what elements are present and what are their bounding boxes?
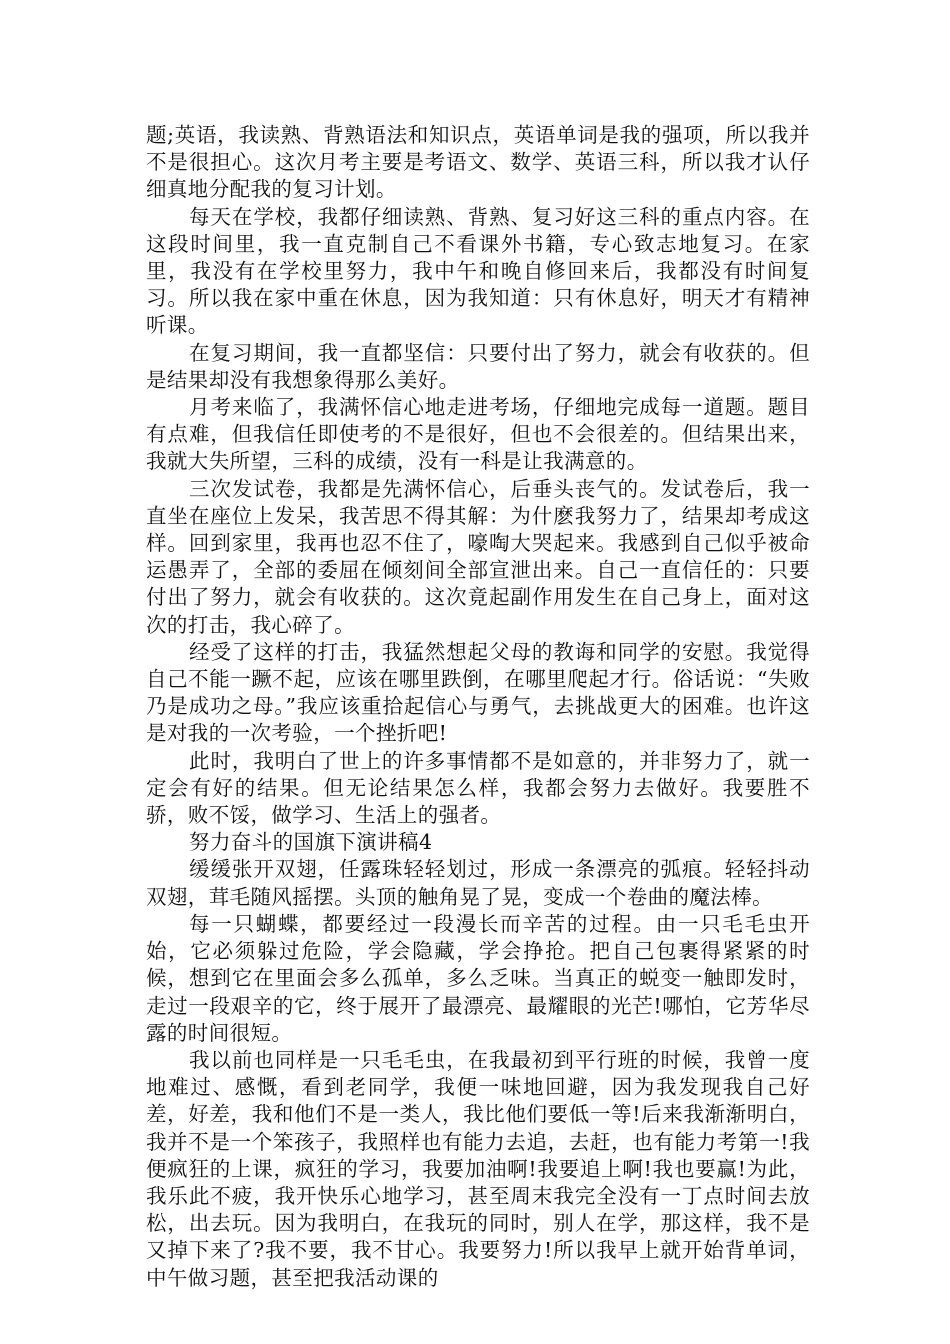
paragraph: 每一只蝴蝶，都要经过一段漫长而辛苦的过程。由一只毛毛虫开始，它必须躲过危险，学会隐藏，学会挣抢。把自己包裹得紧紧的时候，想到它在里面会多么孤单，多么乏味。当真正的蜕变一触即发时，走过一段艰辛的它，终于展开了最漂亮、最耀眼的光芒!哪怕，它芳华尽露的时间很短。 bbox=[146, 911, 810, 1045]
section-heading: 努力奋斗的国旗下演讲稿4 bbox=[189, 830, 433, 855]
paragraph: 三次发试卷，我都是先满怀信心，后垂头丧气的。发试卷后，我一直坐在座位上发呆，我苦思不得其解：为什麽我努力了，结果却考成这样。回到家里，我再也忍不住了，嚎啕大哭起来。我感到自己似乎被命运愚弄了，全部的委屈在倾刻间全部宣泄出来。自己一直信任的：只要付出了努力，就会有收获的。这次竟起副作用发生在自己身上，面对这次的打击，我心碎了。 bbox=[146, 476, 810, 637]
paragraph: 此时，我明白了世上的许多事情都不是如意的，并非努力了，就一定会有好的结果。但无论结果怎么样，我都会努力去做好。我要胜不骄，败不馁，做学习、生活上的强者。 bbox=[146, 748, 810, 828]
paragraph: 在复习期间，我一直都坚信：只要付出了努力，就会有收获的。但是结果却没有我想象得那么美好。 bbox=[146, 340, 810, 392]
document-page bbox=[146, 122, 810, 1292]
paragraph: 每天在学校，我都仔细读熟、背熟、复习好这三科的重点内容。在这段时间里，我一直克制自己不看课外书籍，专心致志地复习。在家里，我没有在学校里努力，我中午和晚自修回来后，我都没有时间复习。所以我在家中重在休息，因为我知道：只有休息好，明天才有精神听课。 bbox=[146, 204, 810, 338]
paragraph: 月考来临了，我满怀信心地走进考场，仔细地完成每一道题。题目有点难，但我信任即使考的不是很好，但也不会很差的。但结果出来，我就大失所望，三科的成绩，没有一科是让我满意的。 bbox=[146, 395, 810, 474]
paragraph: 我以前也同样是一只毛毛虫，在我最初到平行班的时候，我曾一度地难过、感慨，看到老同学，我便一味地回避，因为我发现我自己好差，好差，我和他们不是一类人，我比他们要低一等!后来我渐渐明白，我并不是一个笨孩子，我照样也有能力去追，去赶，也有能力考第一!我便疯狂的上课，疯狂的学习，我要加油啊!我要追上啊!我也要赢!为此，我乐此不疲，我开快乐心地学习，甚至周末我完全没有一丁点时间去放松，出去玩。因为我明白，在我玩的同时，别人在学，那这样，我不是又掉下来了?我不要，我不甘心。我要努力!所以我早上就开始背单词，中午做习题，甚至把我活动课的 bbox=[146, 1047, 810, 1290]
paragraph: 题;英语，我读熟、背熟语法和知识点，英语单词是我的强项，所以我并不是很担心。这次月考主要是考语文、数学、英语三科，所以我才认仔细真地分配我的复习计划。 bbox=[146, 123, 810, 202]
paragraph: 缓缓张开双翅，任露珠轻轻划过，形成一条漂亮的弧痕。轻轻抖动双翅，茸毛随风摇摆。头顶的触角晃了晃，变成一个卷曲的魔法棒。 bbox=[146, 857, 810, 909]
paragraph: 经受了这样的打击，我猛然想起父母的教诲和同学的安慰。我觉得自己不能一蹶不起，应该在哪里跌倒，在哪里爬起才行。俗话说：“失败乃是成功之母。”我应该重拾起信心与勇气，去挑战更大的困难。也许这是对我的一次考验，一个挫折吧! bbox=[146, 639, 810, 746]
